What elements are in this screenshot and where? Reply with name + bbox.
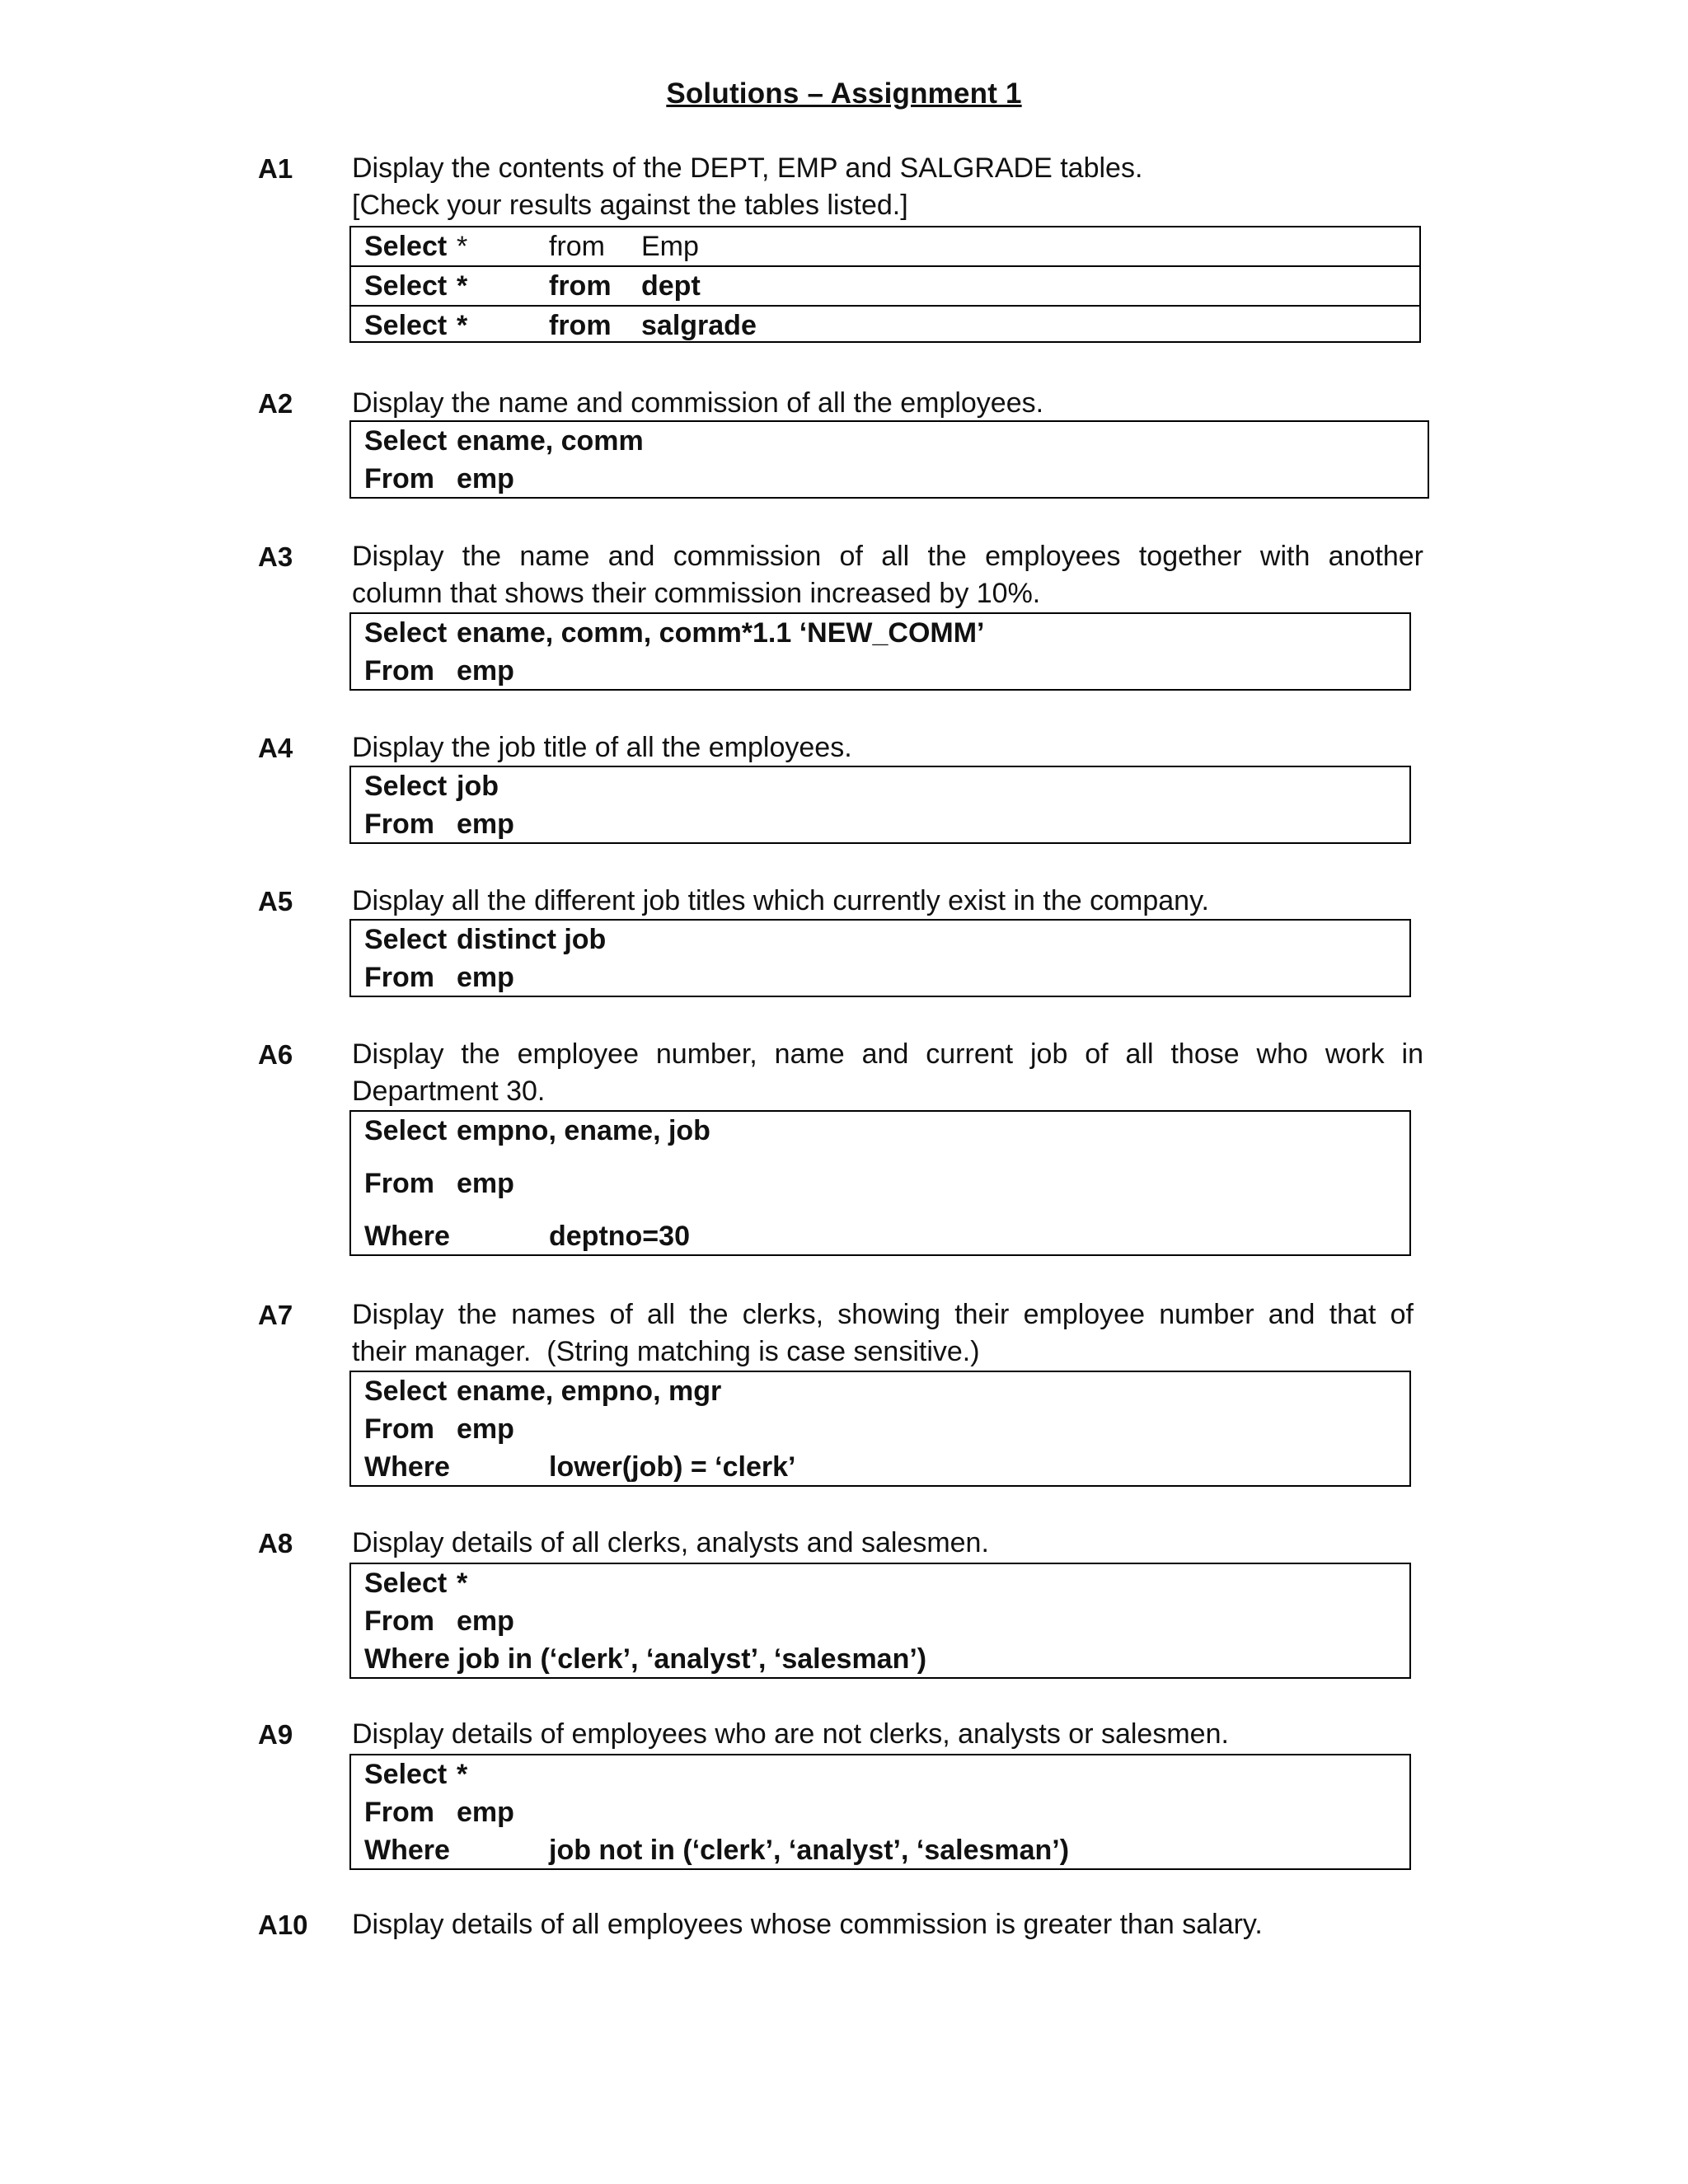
sql-line	[351, 307, 1419, 344]
sql-keyword: Where	[364, 1835, 450, 1866]
sql-line	[351, 227, 1419, 267]
sql-line	[351, 958, 1409, 996]
question-text-a6	[352, 1036, 1423, 1110]
sql-token: *	[457, 270, 468, 302]
question-text-a9	[352, 1716, 1423, 1753]
question-text-a3	[352, 538, 1423, 612]
question-text-line: Display the employee number, name and current job of all those who work in	[352, 1038, 1423, 1070]
sql-keyword: Select	[364, 924, 448, 955]
sql-answer-box-a7	[349, 1371, 1411, 1487]
sql-token: emp	[457, 962, 514, 993]
sql-token: dept	[641, 270, 701, 302]
question-label-a6: A6	[258, 1039, 293, 1070]
question-label-a5: A5	[258, 886, 293, 916]
question-label-a1: A1	[258, 153, 293, 184]
sql-keyword: Select	[364, 231, 448, 262]
sql-token: job not in (‘clerk’, ‘analyst’, ‘salesman’)	[549, 1835, 1070, 1866]
sql-token: emp	[457, 463, 514, 494]
sql-answer-box-a1	[349, 226, 1421, 343]
page-title: Solutions – Assignment 1	[666, 77, 1022, 110]
question-label-a2: A2	[258, 388, 293, 419]
sql-keyword: Select	[364, 1568, 448, 1599]
sql-token: ename, comm, comm*1.1 ‘NEW_COMM’	[457, 617, 985, 649]
question-text-line: Display details of all clerks, analysts and salesmen.	[352, 1527, 989, 1558]
sql-line	[351, 1165, 1409, 1217]
question-label-a7: A7	[258, 1300, 293, 1330]
sql-token: Where job in (‘clerk’, ‘analyst’, ‘salesman’)	[364, 1643, 927, 1675]
sql-answer-box-a8	[349, 1563, 1411, 1679]
sql-line	[351, 805, 1409, 843]
question-text-line: Display details of employees who are not clerks, analysts or salesmen.	[352, 1718, 1229, 1750]
sql-line	[351, 1564, 1409, 1602]
sql-token: *	[457, 1568, 468, 1599]
sql-token: empno, ename, job	[457, 1115, 710, 1146]
sql-line	[351, 460, 1428, 498]
sql-answer-box-a5	[349, 919, 1411, 997]
question-text-line: [Check your results against the tables listed.]	[352, 190, 908, 221]
sql-token: ename, empno, mgr	[457, 1376, 722, 1407]
sql-token: distinct job	[457, 924, 607, 955]
question-label-a10: A10	[258, 1910, 308, 1940]
sql-answer-box-a6	[349, 1110, 1411, 1256]
sql-keyword: Where	[364, 1451, 450, 1483]
sql-line	[351, 1640, 1409, 1678]
sql-keyword: Select	[364, 1759, 448, 1790]
sql-keyword: from	[549, 310, 612, 341]
question-text-line: Department 30.	[352, 1076, 546, 1107]
sql-line	[351, 1755, 1409, 1793]
question-text-line: Display the job title of all the employees.	[352, 732, 852, 763]
question-text-line: Display the name and commission of all the employees.	[352, 387, 1044, 419]
sql-token: *	[457, 310, 468, 341]
sql-answer-box-a9	[349, 1754, 1411, 1870]
sql-token: emp	[457, 1797, 514, 1828]
sql-line	[351, 1112, 1409, 1165]
sql-line	[351, 1793, 1409, 1831]
sql-keyword: Select	[364, 771, 448, 802]
sql-token: Emp	[641, 231, 699, 262]
sql-keyword: From	[364, 1605, 434, 1637]
sql-line	[351, 1410, 1409, 1448]
sql-keyword: Select	[364, 617, 448, 649]
sql-token: job	[457, 771, 499, 802]
sql-keyword: Select	[364, 270, 448, 302]
question-text-a10	[352, 1906, 1423, 1943]
sql-keyword: From	[364, 962, 434, 993]
sql-keyword: from	[549, 270, 612, 302]
question-text-line: Display the names of all the clerks, showing their employee number and that of	[352, 1299, 1414, 1330]
sql-line	[351, 614, 1409, 652]
sql-line	[351, 1602, 1409, 1640]
question-text-line: Display the name and commission of all the employees together with another	[352, 541, 1423, 572]
sql-answer-box-a2	[349, 420, 1429, 499]
sql-token: *	[457, 231, 468, 262]
question-text-line: Display all the different job titles which currently exist in the company.	[352, 885, 1210, 916]
sql-keyword: From	[364, 1797, 434, 1828]
sql-token: emp	[457, 1413, 514, 1445]
sql-line	[351, 1448, 1409, 1486]
question-text-a4	[352, 729, 1423, 766]
sql-line	[351, 1831, 1409, 1869]
question-text-line: column that shows their commission increased by 10%.	[352, 578, 1041, 609]
question-text-a2	[352, 385, 1423, 422]
sql-answer-box-a3	[349, 612, 1411, 691]
sql-keyword: From	[364, 463, 434, 494]
sql-keyword: Select	[364, 1115, 448, 1146]
question-text-line: Display details of all employees whose commission is greater than salary.	[352, 1909, 1263, 1940]
sql-token: lower(job) = ‘clerk’	[549, 1451, 796, 1483]
sql-keyword: Select	[364, 310, 448, 341]
sql-keyword: Select	[364, 425, 448, 457]
sql-token: ename, comm	[457, 425, 644, 457]
sql-keyword: From	[364, 1168, 434, 1199]
question-text-line: Display the contents of the DEPT, EMP and SALGRADE tables.	[352, 152, 1143, 184]
sql-token: salgrade	[641, 310, 757, 341]
question-text-a5	[352, 883, 1423, 920]
sql-token: emp	[457, 655, 514, 687]
question-text-a1	[352, 150, 1423, 224]
sql-line	[351, 652, 1409, 690]
sql-token: emp	[457, 1168, 514, 1199]
sql-answer-box-a4	[349, 766, 1411, 844]
sql-line	[351, 1372, 1409, 1410]
question-text-a7	[352, 1296, 1414, 1371]
sql-keyword: From	[364, 655, 434, 687]
sql-token: emp	[457, 1605, 514, 1637]
sql-line	[351, 1217, 1409, 1255]
question-label-a4: A4	[258, 733, 293, 763]
sql-line	[351, 767, 1409, 805]
sql-keyword: Select	[364, 1376, 448, 1407]
question-label-a3: A3	[258, 541, 293, 572]
question-text-a8	[352, 1525, 1423, 1562]
sql-token: deptno=30	[549, 1221, 690, 1252]
sql-keyword: From	[364, 1413, 434, 1445]
question-label-a8: A8	[258, 1528, 293, 1558]
sql-line	[351, 267, 1419, 307]
question-text-line: their manager. (String matching is case sensitive.)	[352, 1336, 980, 1367]
sql-keyword: Where	[364, 1221, 450, 1252]
sql-keyword: From	[364, 808, 434, 840]
sql-token: emp	[457, 808, 514, 840]
question-label-a9: A9	[258, 1719, 293, 1750]
sql-token: *	[457, 1759, 468, 1790]
sql-line	[351, 921, 1409, 958]
sql-keyword: from	[549, 231, 605, 262]
sql-line	[351, 422, 1428, 460]
